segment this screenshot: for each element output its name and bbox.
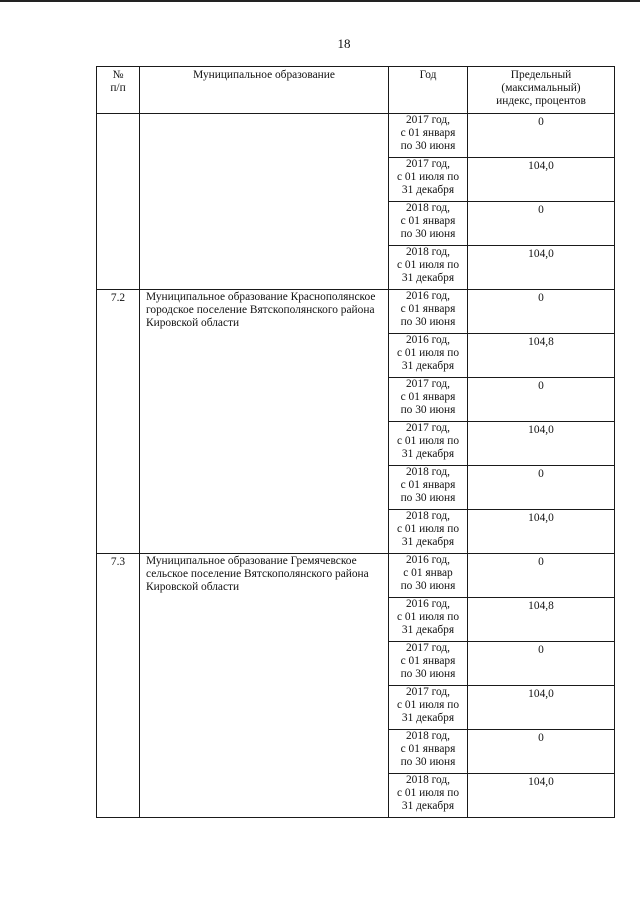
header-num-text: № п/п xyxy=(110,69,126,94)
row-number-cell: 7.3 xyxy=(97,554,140,818)
header-index xyxy=(468,67,615,114)
index-value-cell: 104,0 xyxy=(468,422,615,466)
year-period-cell: 2018 год, с 01 января по 30 июня xyxy=(389,466,468,510)
municipality-cell xyxy=(140,114,389,290)
year-period-cell: 2017 год, с 01 июля по 31 декабря xyxy=(389,686,468,730)
index-value-cell: 0 xyxy=(468,202,615,246)
year-period-cell: 2018 год, с 01 января по 30 июня xyxy=(389,202,468,246)
row-number-cell xyxy=(97,114,140,290)
index-value-cell: 0 xyxy=(468,554,615,598)
year-period-cell: 2017 год, с 01 июля по 31 декабря xyxy=(389,422,468,466)
index-value-cell: 0 xyxy=(468,378,615,422)
year-period-cell: 2017 год, с 01 января по 30 июня xyxy=(389,378,468,422)
year-period-cell: 2018 год, с 01 января по 30 июня xyxy=(389,730,468,774)
year-period-cell: 2016 год, с 01 июля по 31 декабря xyxy=(389,334,468,378)
table-row xyxy=(97,554,615,598)
index-value-cell: 0 xyxy=(468,290,615,334)
table-row xyxy=(97,114,615,158)
year-period-cell: 2016 год, с 01 июля по 31 декабря xyxy=(389,598,468,642)
year-period-cell: 2017 год, с 01 января по 30 июня xyxy=(389,642,468,686)
year-period-cell: 2016 год, с 01 январ по 30 июня xyxy=(389,554,468,598)
index-value-cell: 0 xyxy=(468,466,615,510)
table-header-row xyxy=(97,67,615,114)
year-period-cell: 2017 год, с 01 января по 30 июня xyxy=(389,114,468,158)
index-value-cell: 104,8 xyxy=(468,334,615,378)
table-body xyxy=(97,114,615,818)
municipality-cell: Муниципальное образование Краснополянское городское поселение Вятскополянского района Кировской области xyxy=(140,290,389,554)
index-value-cell: 104,0 xyxy=(468,686,615,730)
index-value-cell: 104,0 xyxy=(468,158,615,202)
top-border-line xyxy=(0,0,640,2)
year-period-cell: 2016 год, с 01 января по 30 июня xyxy=(389,290,468,334)
page-number: 18 xyxy=(337,36,351,51)
header-municipality xyxy=(140,67,389,114)
index-value-cell: 0 xyxy=(468,642,615,686)
index-value-cell: 0 xyxy=(468,730,615,774)
index-value-cell: 0 xyxy=(468,114,615,158)
index-value-cell: 104,0 xyxy=(468,246,615,290)
year-period-cell: 2018 год, с 01 июля по 31 декабря xyxy=(389,774,468,818)
year-period-cell: 2018 год, с 01 июля по 31 декабря xyxy=(389,510,468,554)
year-period-cell: 2017 год, с 01 июля по 31 декабря xyxy=(389,158,468,202)
header-year-text: Год xyxy=(419,69,437,81)
table-row xyxy=(97,290,615,334)
tariff-index-table xyxy=(96,66,615,818)
index-value-cell: 104,0 xyxy=(468,774,615,818)
municipality-cell: Муниципальное образование Гремячевское сельское поселение Вятскополянского района Кировской области xyxy=(140,554,389,818)
header-num xyxy=(97,67,140,114)
year-period-cell: 2018 год, с 01 июля по 31 декабря xyxy=(389,246,468,290)
header-year xyxy=(389,67,468,114)
header-index-text: Предельный (максимальный) индекс, процентов xyxy=(496,69,586,107)
header-municipality-text: Муниципальное образование xyxy=(193,69,335,81)
row-number-cell: 7.2 xyxy=(97,290,140,554)
index-value-cell: 104,8 xyxy=(468,598,615,642)
index-value-cell: 104,0 xyxy=(468,510,615,554)
